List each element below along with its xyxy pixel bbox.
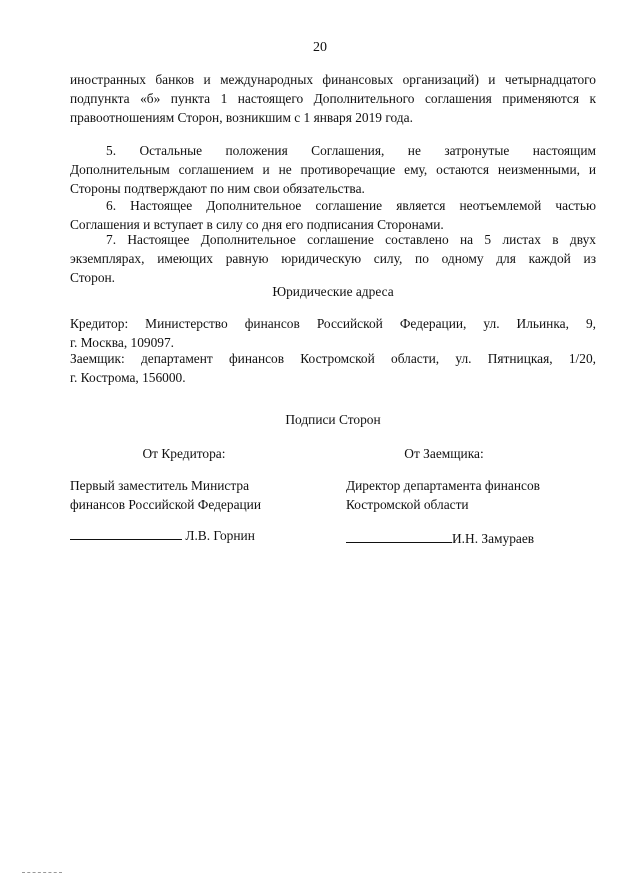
scan-artifact-line — [22, 872, 62, 873]
page-number: 20 — [313, 40, 327, 55]
paragraph-line: Дополнительным соглашением и не противоречащие ему, остаются неизменными, и — [70, 162, 596, 177]
paragraph-line: 6. Настоящее Дополнительное соглашение является неотъемлемой частью — [106, 198, 596, 213]
paragraph-line: 7. Настоящее Дополнительное соглашение составлено на 5 листах в двух — [106, 232, 596, 247]
addresses-section — [70, 282, 596, 301]
address-line: г. Москва, 109097. — [70, 335, 175, 350]
clause-6 — [70, 196, 596, 234]
paragraph-line: подпункта «б» пункта 1 настоящего Дополнительного соглашения применяются к — [70, 91, 596, 106]
paragraph-line: иностранных банков и международных финансовых организаций) и четырнадцатого — [70, 72, 596, 87]
borrower-address — [70, 349, 596, 387]
clause-5 — [70, 141, 596, 198]
creditor-signature-line — [70, 525, 320, 545]
paragraph-line: 5. Остальные положения Соглашения, не затронутые настоящим — [106, 143, 596, 158]
paragraph-line: правоотношениям Сторон, возникшим с 1 января 2019 года. — [70, 110, 413, 125]
paragraph-line: Сторон. — [70, 270, 116, 285]
address-line: Кредитор: Министерство финансов Российской Федерации, ул. Ильинка, 9, — [70, 316, 596, 331]
address-line: г. Кострома, 156000. — [70, 370, 186, 385]
addresses-heading: Юридические адреса — [272, 284, 394, 299]
signatures-section — [70, 410, 596, 429]
creditor-title-line: Первый заместитель Министра — [70, 478, 250, 493]
paragraph-continuation — [70, 70, 596, 127]
borrower-signature-line — [346, 528, 596, 548]
creditor-signatory-name: Л.В. Горнин — [185, 528, 255, 543]
creditor-signature-block — [70, 444, 320, 463]
borrower-title-line: Директор департамента финансов — [346, 478, 540, 493]
borrower-signature-block — [346, 444, 596, 463]
borrower-title-block — [346, 476, 596, 514]
signature-blank — [70, 525, 182, 540]
creditor-title-line: финансов Российской Федерации — [70, 497, 262, 512]
paragraph-line: экземплярах, имеющих равную юридическую силу, по одному для каждой из — [70, 251, 596, 266]
address-line: Заемщик: департамент финансов Костромской области, ул. Пятницкая, 1/20, — [70, 351, 596, 366]
creditor-title-block — [70, 476, 320, 514]
borrower-title-line: Костромской области — [346, 497, 469, 512]
creditor-address — [70, 314, 596, 352]
paragraph-line: Стороны подтверждают по ним свои обязательства. — [70, 181, 365, 196]
borrower-signatory-name: И.Н. Замураев — [452, 531, 535, 546]
signature-blank — [346, 528, 452, 543]
clause-7 — [70, 230, 596, 287]
borrower-from-label: От Заемщика: — [404, 446, 484, 461]
signatures-heading: Подписи Сторон — [285, 412, 381, 427]
paragraph-line: Соглашения и вступает в силу со дня его подписания Сторонами. — [70, 217, 444, 232]
creditor-from-label: От Кредитора: — [142, 446, 226, 461]
